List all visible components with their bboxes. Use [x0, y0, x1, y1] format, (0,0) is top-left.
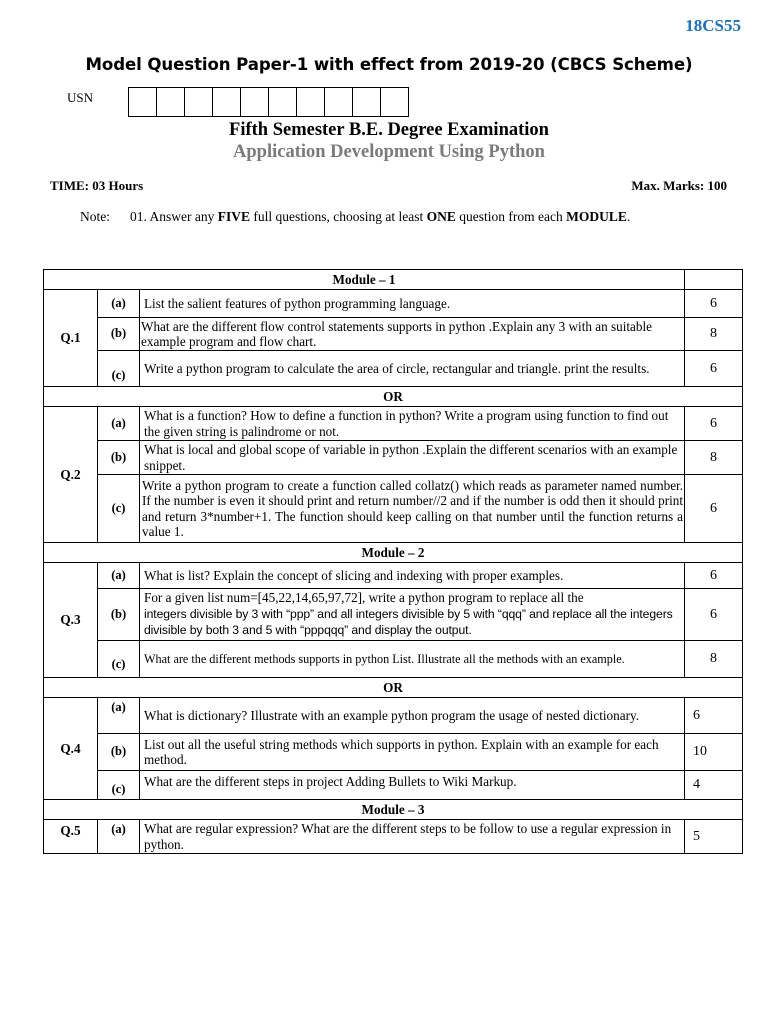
sub-label: (b) [98, 441, 140, 475]
question-row [44, 441, 743, 475]
sub-label: (c) [98, 351, 140, 387]
question-row [44, 563, 743, 589]
question-text [140, 589, 685, 641]
question-text: What is a function? How to define a function in python? Write a program using function to find out the given string is palindrome or not. [140, 407, 685, 441]
question-text: List the salient features of python programming language. [140, 290, 685, 318]
question-number: Q.1 [44, 290, 98, 387]
question-number: Q.5 [44, 820, 98, 854]
question-marks: 6 [685, 563, 743, 589]
max-marks: Max. Marks: 100 [631, 178, 727, 193]
question-number: Q.3 [44, 563, 98, 678]
sub-label: (b) [98, 734, 140, 771]
question-table [43, 269, 743, 854]
module-header-row [44, 800, 743, 820]
question-marks: 5 [685, 820, 743, 854]
sub-label: (a) [98, 820, 140, 854]
or-row [44, 678, 743, 698]
question-text: List out all the useful string methods which supports in python. Explain with an example for each method. [140, 734, 685, 771]
question-row [44, 407, 743, 441]
question-marks: 6 [685, 589, 743, 641]
exam-name: Fifth Semester B.E. Degree Examination [229, 120, 549, 140]
note-text [130, 209, 630, 225]
usn-cell [213, 88, 241, 116]
module-header-row [44, 543, 743, 563]
subject-name: Application Development Using Python [233, 142, 545, 162]
question-number: Q.2 [44, 407, 98, 543]
question-row [44, 475, 743, 543]
usn-cell [129, 88, 157, 116]
or-row [44, 387, 743, 407]
question-row [44, 589, 743, 641]
question-text: What are the different steps in project Adding Bullets to Wiki Markup. [140, 771, 685, 800]
question-row [44, 351, 743, 387]
module-title: Module – 2 [44, 543, 743, 563]
paper-title: Model Question Paper-1 with effect from 2019-20 (CBCS Scheme) [85, 55, 693, 74]
question-row [44, 641, 743, 678]
usn-cell [269, 88, 297, 116]
usn-cell [325, 88, 353, 116]
question-text: What is list? Explain the concept of slicing and indexing with proper examples. [140, 563, 685, 589]
question-text-code: integers divisible by 3 with “ppp” and all integers divisible by 5 with “qqq” and replace all the integers divisible by both 3 and 5 with “pppqqq” and display the output. [144, 606, 673, 638]
question-marks: 8 [685, 441, 743, 475]
question-text-line: For a given list num=[45,22,14,65,97,72], write a python program to replace all the [144, 590, 584, 606]
question-marks: 6 [685, 698, 743, 734]
question-text: Write a python program to create a function called collatz() which reads as parameter named number. If the number is even it should print and return number//2 and if the number is odd then it should print and return 3*number+1. The function should keep calling on that number until the function returns a value 1. [140, 475, 685, 543]
note-label: Note: [80, 209, 110, 224]
sub-label: (b) [98, 318, 140, 351]
question-marks: 4 [685, 771, 743, 800]
question-row [44, 734, 743, 771]
question-text: Write a python program to calculate the area of circle, rectangular and triangle. print the results. [140, 351, 685, 387]
empty-cell [685, 270, 743, 290]
question-row [44, 698, 743, 734]
note-part: question from each [455, 209, 567, 224]
question-marks: 6 [685, 475, 743, 543]
note-bold: FIVE [217, 209, 251, 224]
question-marks: 6 [685, 407, 743, 441]
question-text: What are the different methods supports in python List. Illustrate all the methods with an example. [140, 641, 685, 678]
usn-cell [297, 88, 325, 116]
usn-cell [185, 88, 213, 116]
question-row [44, 318, 743, 351]
note-bold: MODULE [566, 209, 627, 224]
usn-boxes [128, 87, 409, 117]
or-label: OR [44, 678, 743, 698]
usn-cell [381, 88, 408, 116]
question-marks: 10 [685, 734, 743, 771]
note-part: . [626, 209, 631, 224]
question-marks: 8 [685, 641, 743, 678]
sub-label: (b) [98, 589, 140, 641]
sub-label: (a) [98, 407, 140, 441]
question-text: What are regular expression? What are the different steps to be follow to use a regular expression in python. [140, 820, 685, 854]
question-text: What is local and global scope of variable in python .Explain the different scenarios with an example snippet. [140, 441, 685, 475]
sub-label: (a) [98, 698, 140, 734]
sub-label: (a) [98, 290, 140, 318]
question-number: Q.4 [44, 698, 98, 800]
usn-cell [157, 88, 185, 116]
sub-label: (c) [98, 771, 140, 800]
usn-cell [353, 88, 381, 116]
note-part: 01. Answer any [130, 209, 218, 224]
module-title: Module – 3 [44, 800, 743, 820]
sub-label: (a) [98, 563, 140, 589]
sub-label: (c) [98, 475, 140, 543]
question-text: What is dictionary? Illustrate with an example python program the usage of nested dictionary. [140, 698, 685, 734]
note-part: full questions, choosing at least [250, 209, 427, 224]
module-title: Module – 1 [44, 270, 685, 290]
question-marks: 6 [685, 351, 743, 387]
question-row [44, 290, 743, 318]
course-code: 18CS55 [685, 16, 741, 35]
question-row [44, 820, 743, 854]
usn-cell [241, 88, 269, 116]
or-label: OR [44, 387, 743, 407]
question-marks: 8 [685, 318, 743, 351]
question-text: What are the different flow control statements supports in python .Explain any 3 with an suitable example program and flow chart. [140, 318, 685, 351]
usn-label: USN [67, 90, 94, 105]
sub-label: (c) [98, 641, 140, 678]
module-header-row [44, 270, 743, 290]
exam-time: TIME: 03 Hours [50, 178, 144, 193]
question-marks: 6 [685, 290, 743, 318]
question-row [44, 771, 743, 800]
note-bold: ONE [426, 209, 456, 224]
